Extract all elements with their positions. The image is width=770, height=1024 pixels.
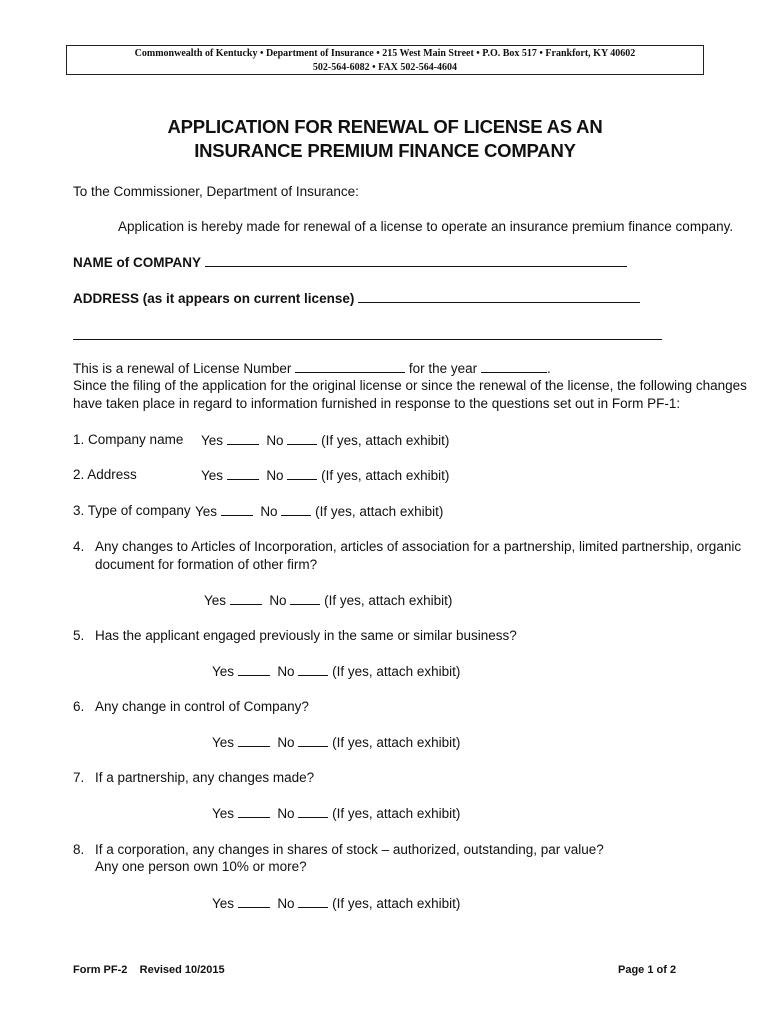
yes-label: Yes <box>201 468 224 483</box>
no-label: No <box>266 433 284 448</box>
q2-no-input[interactable] <box>287 466 317 480</box>
renewal-text-line-3: have taken place in regard to information furnished in response to the questions set out in Form PF-1: <box>73 396 681 411</box>
exhibit-note: (If yes, attach exhibit) <box>332 735 461 750</box>
yes-label: Yes <box>212 735 235 750</box>
exhibit-note: (If yes, attach exhibit) <box>321 433 450 448</box>
question-text: Any changes to Articles of Incorporation, articles of association for a partnership, limited partnership, organic <box>95 539 742 554</box>
question-2 <box>73 466 137 483</box>
question-text: Has the applicant engaged previously in the same or similar business? <box>95 628 517 643</box>
yes-label: Yes <box>212 664 235 679</box>
yes-label: Yes <box>195 504 218 519</box>
question-7-answer <box>212 804 460 822</box>
question-8-line-2: Any one person own 10% or more? <box>95 859 307 874</box>
q5-yes-input[interactable] <box>238 662 270 676</box>
question-text: Type of company <box>87 503 191 518</box>
yes-label: Yes <box>201 433 224 448</box>
license-number-input[interactable] <box>295 359 405 373</box>
q3-yes-input[interactable] <box>221 502 253 516</box>
question-number: 7. <box>73 770 85 785</box>
exhibit-note: (If yes, attach exhibit) <box>315 504 444 519</box>
no-label: No <box>277 896 295 911</box>
question-6 <box>73 698 309 715</box>
q8-no-input[interactable] <box>298 894 328 908</box>
address-label: ADDRESS (as it appears on current license) <box>73 291 355 306</box>
q7-no-input[interactable] <box>298 804 328 818</box>
exhibit-note: (If yes, attach exhibit) <box>321 468 450 483</box>
no-label: No <box>277 664 295 679</box>
yes-label: Yes <box>204 593 227 608</box>
no-label: No <box>277 806 295 821</box>
question-4-line-2: document for formation of other firm? <box>95 557 318 572</box>
question-3-answer <box>195 502 443 520</box>
question-4-answer <box>204 591 452 609</box>
no-label: No <box>277 735 295 750</box>
agency-header <box>66 45 704 75</box>
question-text: Any change in control of Company? <box>95 699 309 714</box>
company-name-input[interactable] <box>205 253 627 267</box>
no-label: No <box>266 468 284 483</box>
question-2-answer <box>201 466 449 484</box>
renewal-text-line-2: Since the filing of the application for the original license or since the renewal of the license, the following changes <box>73 378 747 393</box>
q7-yes-input[interactable] <box>238 804 270 818</box>
renewal-suffix: . <box>546 361 551 376</box>
question-5 <box>73 627 517 644</box>
address-input[interactable] <box>358 289 640 303</box>
question-number: 2. <box>73 467 85 482</box>
form-revision: Revised 10/2015 <box>139 964 225 976</box>
question-text: Company name <box>88 432 184 447</box>
exhibit-note: (If yes, attach exhibit) <box>324 593 453 608</box>
q5-no-input[interactable] <box>298 662 328 676</box>
renewal-prefix: This is a renewal of License Number <box>73 361 292 376</box>
q4-no-input[interactable] <box>290 591 320 605</box>
address-field <box>73 289 640 307</box>
address-input-line-2[interactable] <box>73 339 662 340</box>
q2-yes-input[interactable] <box>227 466 259 480</box>
question-text: Address <box>87 467 137 482</box>
q3-no-input[interactable] <box>281 502 311 516</box>
question-text: If a corporation, any changes in shares of stock – authorized, outstanding, par value? <box>95 842 604 857</box>
exhibit-note: (If yes, attach exhibit) <box>332 664 461 679</box>
question-6-answer <box>212 733 460 751</box>
intro-text: Application is hereby made for renewal of a license to operate an insurance premium finance company. <box>118 219 734 234</box>
renewal-year-input[interactable] <box>481 359 547 373</box>
agency-address-line: Commonwealth of Kentucky • Department of Insurance • 215 West Main Street • P.O. Box 517 • Frankfort, KY 40602 <box>134 48 636 59</box>
form-title-line-2: INSURANCE PREMIUM FINANCE COMPANY <box>194 140 576 161</box>
company-name-field <box>73 253 627 271</box>
question-8 <box>73 841 604 858</box>
q8-yes-input[interactable] <box>238 894 270 908</box>
question-number: 5. <box>73 628 85 643</box>
question-number: 1. <box>73 432 85 447</box>
no-label: No <box>269 593 287 608</box>
question-7 <box>73 769 314 786</box>
q1-no-input[interactable] <box>287 431 317 445</box>
yes-label: Yes <box>212 896 235 911</box>
form-number: Form PF-2 <box>73 964 128 976</box>
q6-yes-input[interactable] <box>238 733 270 747</box>
question-5-answer <box>212 662 460 680</box>
question-number: 4. <box>73 539 85 554</box>
renewal-license-line <box>73 359 551 377</box>
no-label: No <box>260 504 278 519</box>
q4-yes-input[interactable] <box>230 591 262 605</box>
yes-label: Yes <box>212 806 235 821</box>
company-name-label: NAME of COMPANY <box>73 255 201 270</box>
question-3 <box>73 502 191 519</box>
question-number: 3. <box>73 503 85 518</box>
q1-yes-input[interactable] <box>227 431 259 445</box>
agency-phone-line: 502-564-6082 • FAX 502-564-4604 <box>312 62 458 73</box>
question-8-answer <box>212 894 460 912</box>
form-title-line-1: APPLICATION FOR RENEWAL OF LICENSE AS AN <box>167 116 603 137</box>
question-number: 6. <box>73 699 85 714</box>
form-footer-id <box>73 964 225 976</box>
question-text: If a partnership, any changes made? <box>95 770 315 785</box>
exhibit-note: (If yes, attach exhibit) <box>332 896 461 911</box>
question-number: 8. <box>73 842 85 857</box>
question-1 <box>73 431 183 448</box>
page-number: Page 1 of 2 <box>618 964 677 976</box>
renewal-year-label: for the year <box>408 361 478 376</box>
exhibit-note: (If yes, attach exhibit) <box>332 806 461 821</box>
q6-no-input[interactable] <box>298 733 328 747</box>
salutation: To the Commissioner, Department of Insurance: <box>73 184 359 199</box>
question-4 <box>73 538 741 555</box>
question-1-answer <box>201 431 449 449</box>
